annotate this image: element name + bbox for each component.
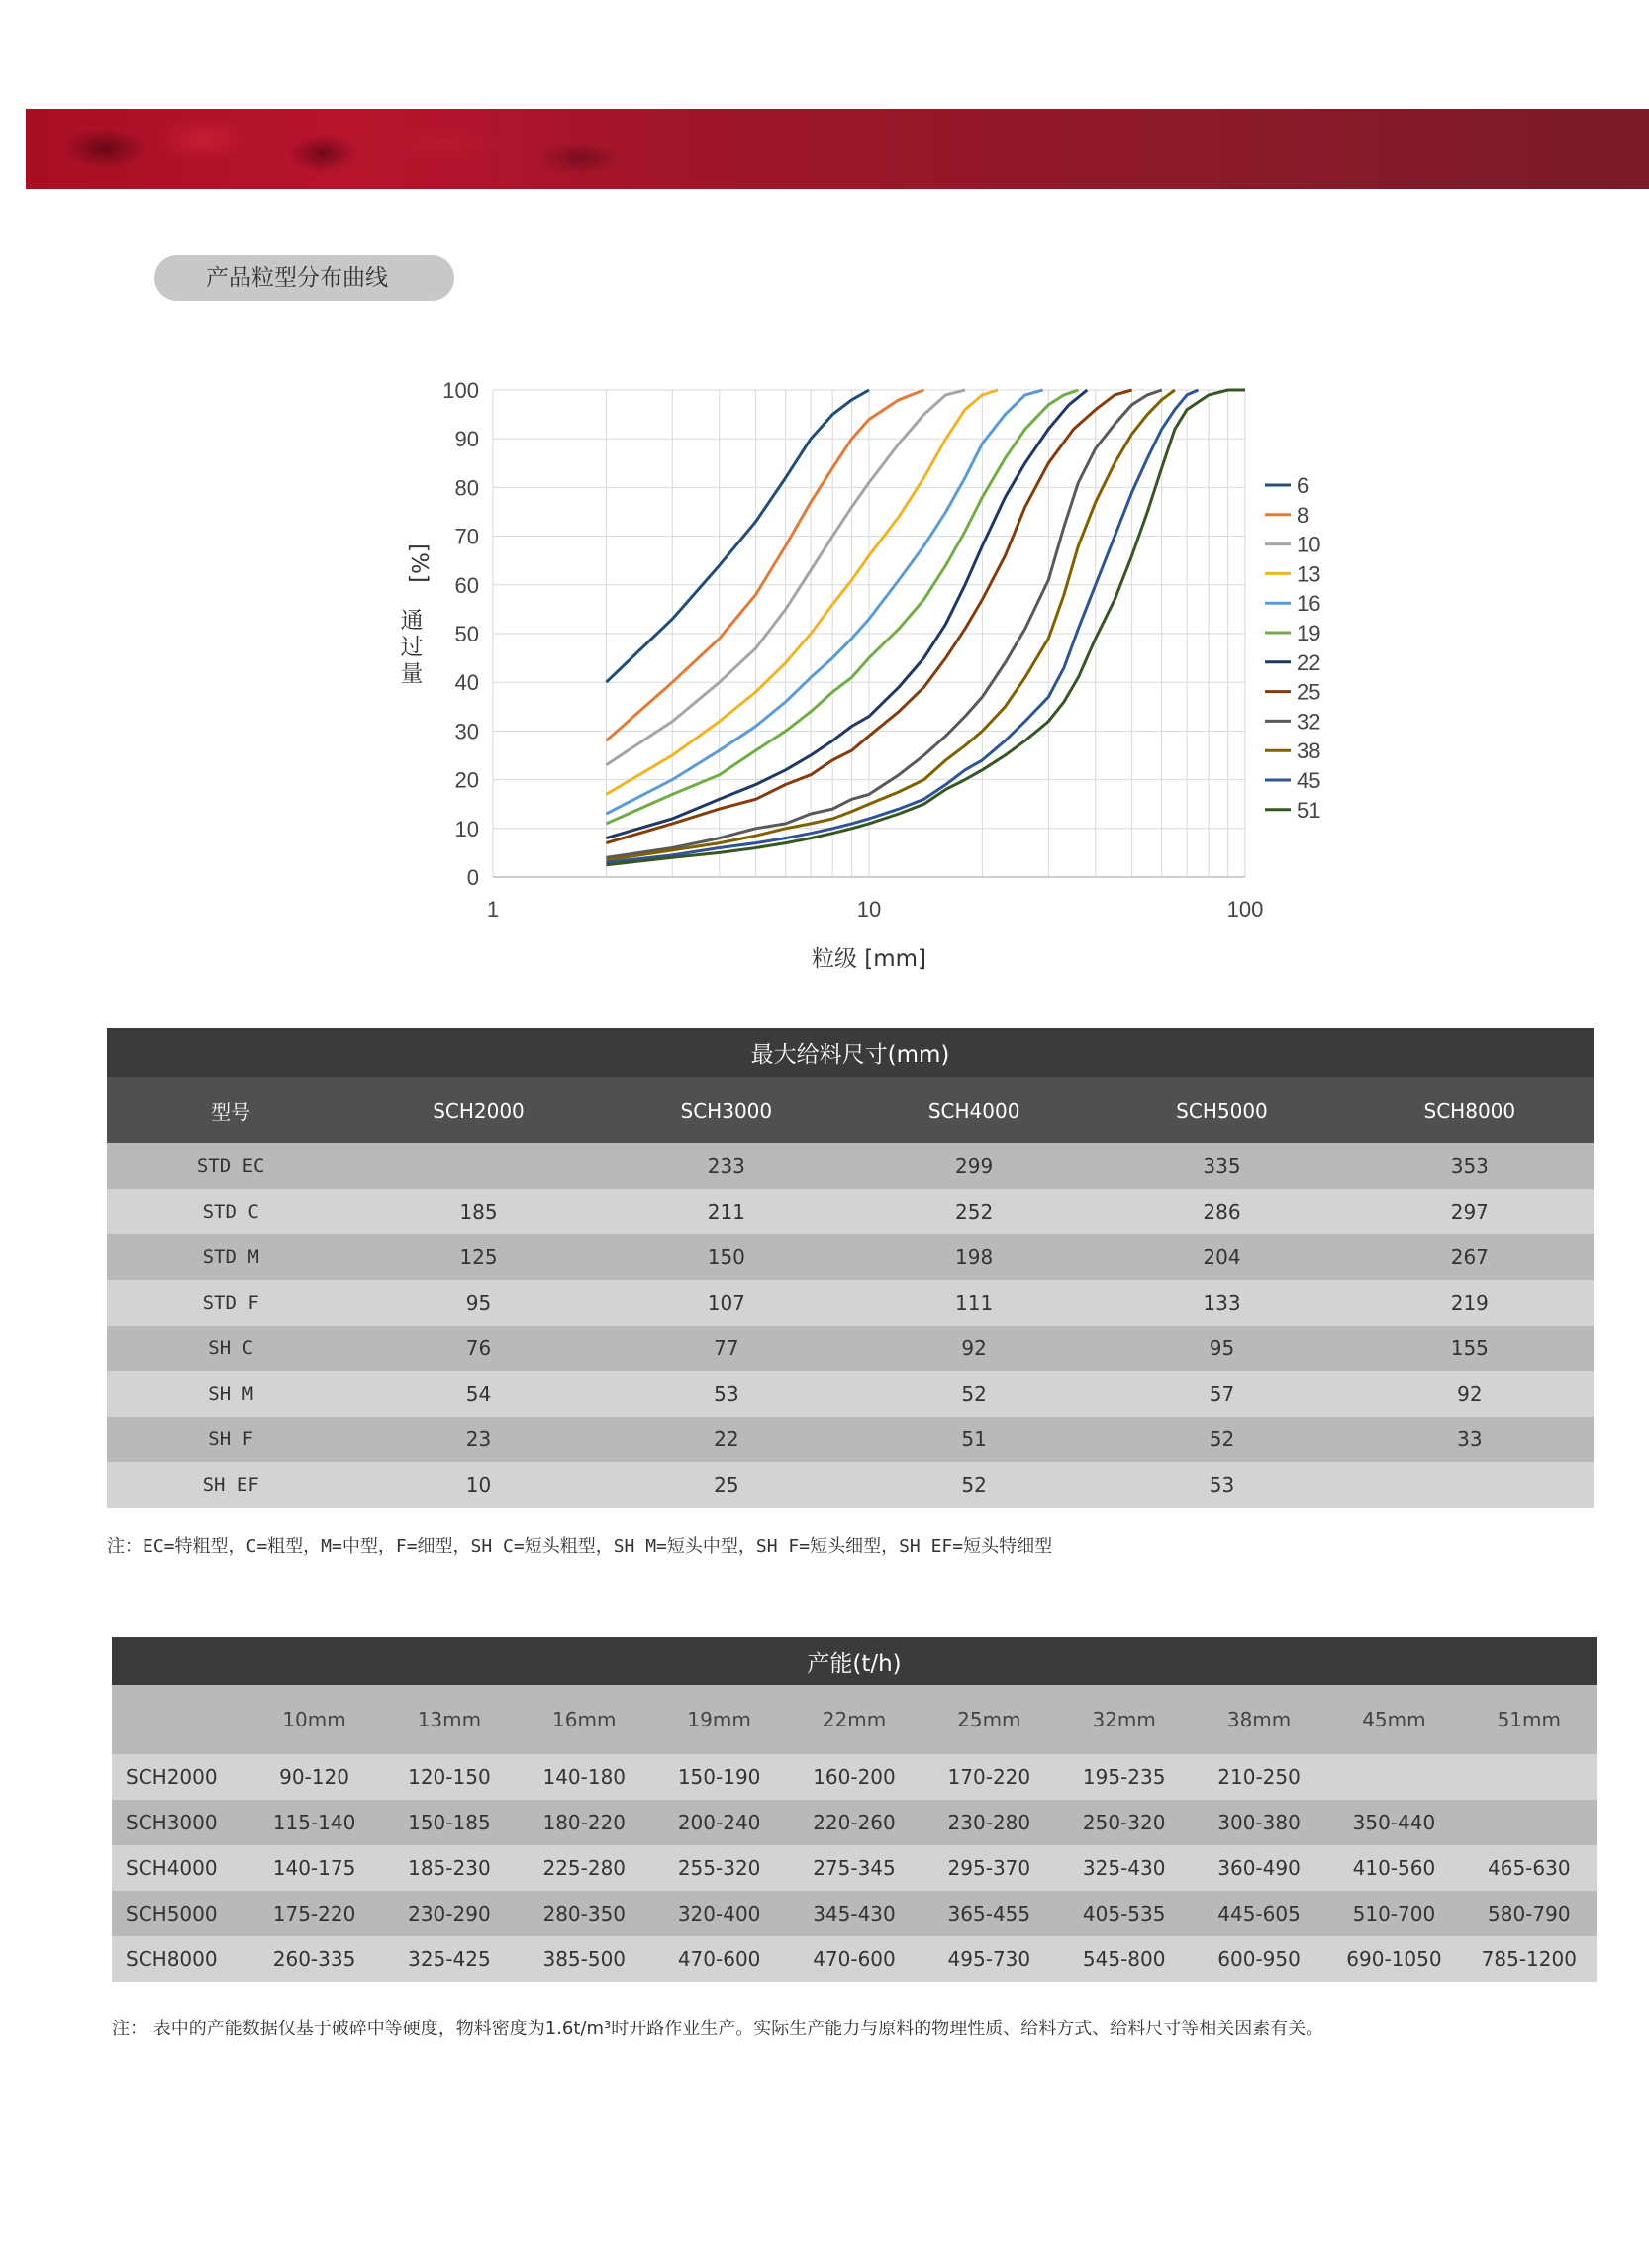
table-cell: 295-370 xyxy=(922,1845,1056,1891)
legend-label-51: 51 xyxy=(1297,797,1321,823)
table-cell: 360-490 xyxy=(1192,1845,1326,1891)
table-cell: 325-430 xyxy=(1057,1845,1192,1891)
feed-table-header-cell: 型号 xyxy=(107,1077,354,1143)
series-line-16 xyxy=(606,390,1042,814)
y-tick-label: 20 xyxy=(454,767,479,793)
table-cell xyxy=(1326,1754,1461,1800)
table-cell: 230-280 xyxy=(922,1800,1056,1845)
table-cell: 280-350 xyxy=(517,1891,651,1936)
y-tick-label: 90 xyxy=(454,427,479,452)
table-cell: 77 xyxy=(603,1326,850,1371)
table-cell: 204 xyxy=(1098,1234,1345,1280)
table-cell: 155 xyxy=(1346,1326,1594,1371)
table-cell: 10 xyxy=(354,1462,602,1508)
y-tick-label: 10 xyxy=(454,816,479,841)
y-tick-label: 60 xyxy=(454,572,479,598)
table-cell: 219 xyxy=(1346,1280,1594,1326)
table-cell: 230-290 xyxy=(382,1891,517,1936)
legend-label-25: 25 xyxy=(1297,679,1321,705)
table-cell: 95 xyxy=(354,1280,602,1326)
row-label: SH EF xyxy=(107,1462,354,1508)
table-cell: 95 xyxy=(1098,1326,1345,1371)
capacity-table-header-cell: 51mm xyxy=(1462,1685,1597,1754)
table-row xyxy=(107,1462,1594,1508)
table-cell: 52 xyxy=(850,1462,1098,1508)
table-cell: 255-320 xyxy=(651,1845,786,1891)
table-cell: 195-235 xyxy=(1057,1754,1192,1800)
feed-table-header-cell: SCH5000 xyxy=(1098,1077,1345,1143)
table-cell: 350-440 xyxy=(1326,1800,1461,1845)
table-cell: 470-600 xyxy=(651,1936,786,1982)
table-cell: 150 xyxy=(603,1234,850,1280)
table-cell: 140-175 xyxy=(246,1845,381,1891)
capacity-table-header-cell: 22mm xyxy=(787,1685,922,1754)
legend-label-45: 45 xyxy=(1297,768,1321,793)
particle-distribution-chart xyxy=(376,366,1346,980)
table-cell: 580-790 xyxy=(1462,1891,1597,1936)
capacity-table-title: 产能(t/h) xyxy=(112,1637,1597,1685)
legend-label-16: 16 xyxy=(1297,591,1321,617)
table-row xyxy=(112,1754,1597,1800)
table-cell: 185-230 xyxy=(382,1845,517,1891)
table-cell: 200-240 xyxy=(651,1800,786,1845)
feed-table-title: 最大给料尺寸(mm) xyxy=(107,1028,1594,1077)
table-cell: 225-280 xyxy=(517,1845,651,1891)
row-label: STD C xyxy=(107,1189,354,1234)
table-cell: 210-250 xyxy=(1192,1754,1326,1800)
table-cell: 140-180 xyxy=(517,1754,651,1800)
table-cell: 107 xyxy=(603,1280,850,1326)
table-cell xyxy=(1346,1462,1594,1508)
table-cell: 410-560 xyxy=(1326,1845,1461,1891)
table-cell: 52 xyxy=(850,1371,1098,1417)
capacity-table-header-cell: 38mm xyxy=(1192,1685,1326,1754)
table-cell: 785-1200 xyxy=(1462,1936,1597,1982)
table-cell: 353 xyxy=(1346,1143,1594,1189)
feed-size-table xyxy=(107,1028,1594,1508)
y-axis-label-char: 量 xyxy=(400,661,424,687)
table-cell: 150-190 xyxy=(651,1754,786,1800)
table-cell: 133 xyxy=(1098,1280,1345,1326)
table-cell: 335 xyxy=(1098,1143,1345,1189)
table-cell: 160-200 xyxy=(787,1754,922,1800)
legend-label-38: 38 xyxy=(1297,739,1321,764)
capacity-table-header-cell: 19mm xyxy=(651,1685,786,1754)
table-row xyxy=(107,1417,1594,1462)
table-cell: 690-1050 xyxy=(1326,1936,1461,1982)
legend-label-22: 22 xyxy=(1297,649,1321,675)
feed-table-header-cell: SCH2000 xyxy=(354,1077,602,1143)
table-cell: 170-220 xyxy=(922,1754,1056,1800)
x-axis-label: 粒级 [mm] xyxy=(811,946,927,972)
y-tick-label: 80 xyxy=(454,475,479,501)
table-row xyxy=(107,1234,1594,1280)
table-cell: 286 xyxy=(1098,1189,1345,1234)
table-cell: 211 xyxy=(603,1189,850,1234)
table-cell: 275-345 xyxy=(787,1845,922,1891)
table-cell: 320-400 xyxy=(651,1891,786,1936)
table-cell: 470-600 xyxy=(787,1936,922,1982)
row-label: STD M xyxy=(107,1234,354,1280)
row-label: SCH3000 xyxy=(112,1800,246,1845)
table-cell: 23 xyxy=(354,1417,602,1462)
row-label: STD EC xyxy=(107,1143,354,1189)
table-cell: 22 xyxy=(603,1417,850,1462)
x-tick-label: 1 xyxy=(486,897,500,922)
table-cell: 150-185 xyxy=(382,1800,517,1845)
capacity-table-header-cell: 32mm xyxy=(1057,1685,1192,1754)
section-title: 产品粒型分布曲线 xyxy=(154,255,454,301)
feed-table-header-cell: SCH8000 xyxy=(1346,1077,1594,1143)
row-label: SH F xyxy=(107,1417,354,1462)
table-cell: 465-630 xyxy=(1462,1845,1597,1891)
y-tick-label: 100 xyxy=(442,378,479,403)
table-cell xyxy=(1462,1754,1597,1800)
series-line-8 xyxy=(606,390,923,740)
feed-table-note: 注：EC=特粗型，C=粗型，M=中型，F=细型，SH C=短头粗型，SH M=短头中型，SH F=短头细型，SH EF=短头特细型 xyxy=(107,1536,1053,1557)
capacity-table-header-cell: 13mm xyxy=(382,1685,517,1754)
table-row xyxy=(107,1326,1594,1371)
table-cell: 92 xyxy=(850,1326,1098,1371)
capacity-table-header-cell: 25mm xyxy=(922,1685,1056,1754)
capacity-table xyxy=(112,1637,1597,1982)
table-row xyxy=(107,1143,1594,1189)
table-cell: 33 xyxy=(1346,1417,1594,1462)
x-tick-label: 100 xyxy=(1226,897,1264,922)
x-tick-label: 10 xyxy=(856,897,882,922)
y-tick-label: 40 xyxy=(454,670,479,696)
row-label: SCH4000 xyxy=(112,1845,246,1891)
table-cell: 405-535 xyxy=(1057,1891,1192,1936)
table-row xyxy=(107,1189,1594,1234)
table-row xyxy=(112,1800,1597,1845)
table-cell: 185 xyxy=(354,1189,602,1234)
legend-label-6: 6 xyxy=(1297,473,1310,498)
legend-label-32: 32 xyxy=(1297,709,1321,735)
table-cell: 76 xyxy=(354,1326,602,1371)
table-cell: 198 xyxy=(850,1234,1098,1280)
table-cell: 220-260 xyxy=(787,1800,922,1845)
y-axis-label-char: 通 xyxy=(400,608,424,634)
table-cell: 299 xyxy=(850,1143,1098,1189)
y-tick-label: 0 xyxy=(466,865,479,890)
table-cell: 53 xyxy=(603,1371,850,1417)
table-cell: 300-380 xyxy=(1192,1800,1326,1845)
table-cell: 345-430 xyxy=(787,1891,922,1936)
y-tick-label: 70 xyxy=(454,524,479,549)
row-label: SH M xyxy=(107,1371,354,1417)
table-cell: 51 xyxy=(850,1417,1098,1462)
table-cell: 111 xyxy=(850,1280,1098,1326)
y-tick-label: 30 xyxy=(454,719,479,744)
y-axis-unit: [%] xyxy=(406,543,432,583)
series-line-51 xyxy=(606,390,1245,865)
table-cell xyxy=(354,1143,602,1189)
y-axis-label-char: 过 xyxy=(400,635,424,660)
legend-label-8: 8 xyxy=(1297,502,1310,528)
table-cell: 297 xyxy=(1346,1189,1594,1234)
capacity-table-header-cell xyxy=(112,1685,246,1754)
table-cell: 125 xyxy=(354,1234,602,1280)
table-cell: 250-320 xyxy=(1057,1800,1192,1845)
table-row xyxy=(112,1891,1597,1936)
row-label: SCH5000 xyxy=(112,1891,246,1936)
table-cell: 115-140 xyxy=(246,1800,381,1845)
table-cell: 25 xyxy=(603,1462,850,1508)
table-cell: 52 xyxy=(1098,1417,1345,1462)
row-label: SCH2000 xyxy=(112,1754,246,1800)
table-cell: 385-500 xyxy=(517,1936,651,1982)
table-cell: 90-120 xyxy=(246,1754,381,1800)
capacity-table-header-cell: 45mm xyxy=(1326,1685,1461,1754)
table-row xyxy=(112,1845,1597,1891)
feed-table-header-cell: SCH3000 xyxy=(603,1077,850,1143)
capacity-table-note: 注： 表中的产能数据仅基于破碎中等硬度，物料密度为1.6t/m³时开路作业生产。实际生产能力与原料的物理性质、给料方式、给料尺寸等相关因素有关。 xyxy=(112,2019,1324,2039)
table-cell: 53 xyxy=(1098,1462,1345,1508)
table-cell: 365-455 xyxy=(922,1891,1056,1936)
legend-label-13: 13 xyxy=(1297,561,1321,587)
table-cell: 600-950 xyxy=(1192,1936,1326,1982)
table-row xyxy=(107,1280,1594,1326)
header-banner xyxy=(26,109,1649,189)
table-cell: 54 xyxy=(354,1371,602,1417)
table-cell: 325-425 xyxy=(382,1936,517,1982)
table-cell: 233 xyxy=(603,1143,850,1189)
table-cell: 180-220 xyxy=(517,1800,651,1845)
table-cell: 510-700 xyxy=(1326,1891,1461,1936)
capacity-table-header-cell: 16mm xyxy=(517,1685,651,1754)
table-cell: 57 xyxy=(1098,1371,1345,1417)
table-cell: 260-335 xyxy=(246,1936,381,1982)
y-tick-label: 50 xyxy=(454,622,479,646)
table-row xyxy=(112,1936,1597,1982)
row-label: STD F xyxy=(107,1280,354,1326)
row-label: SH C xyxy=(107,1326,354,1371)
table-cell: 252 xyxy=(850,1189,1098,1234)
table-row xyxy=(107,1371,1594,1417)
row-label: SCH8000 xyxy=(112,1936,246,1982)
table-cell: 445-605 xyxy=(1192,1891,1326,1936)
legend-label-19: 19 xyxy=(1297,621,1321,645)
capacity-table-header-cell: 10mm xyxy=(246,1685,381,1754)
feed-table-header-cell: SCH4000 xyxy=(850,1077,1098,1143)
table-cell: 120-150 xyxy=(382,1754,517,1800)
table-cell: 545-800 xyxy=(1057,1936,1192,1982)
legend-label-10: 10 xyxy=(1297,532,1321,557)
table-cell: 92 xyxy=(1346,1371,1594,1417)
table-cell: 267 xyxy=(1346,1234,1594,1280)
table-cell: 495-730 xyxy=(922,1936,1056,1982)
table-cell xyxy=(1462,1800,1597,1845)
table-cell: 175-220 xyxy=(246,1891,381,1936)
